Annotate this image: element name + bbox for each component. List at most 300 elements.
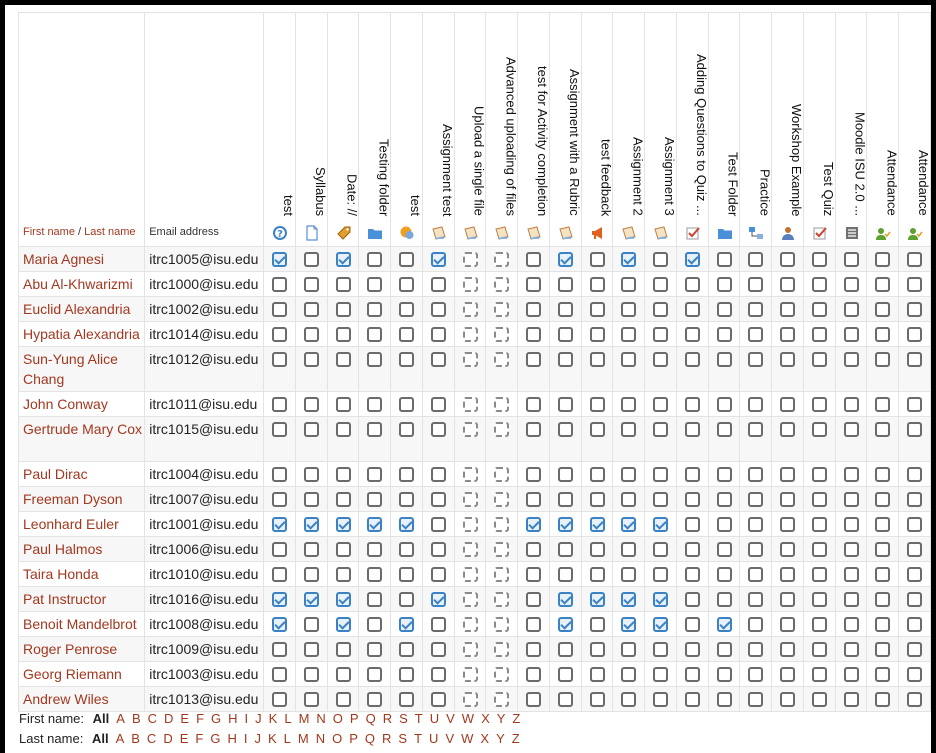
completion-checkbox[interactable] xyxy=(463,252,478,267)
completion-checkbox[interactable] xyxy=(875,517,890,532)
completion-checkbox[interactable] xyxy=(431,467,446,482)
completion-checkbox[interactable] xyxy=(844,692,859,707)
completion-checkbox[interactable] xyxy=(526,327,541,342)
last-name-filter-all[interactable]: All xyxy=(91,731,109,746)
completion-checkbox[interactable] xyxy=(463,397,478,412)
completion-checkbox[interactable] xyxy=(685,422,700,437)
completion-checkbox-checked[interactable] xyxy=(621,517,636,532)
completion-checkbox[interactable] xyxy=(812,592,827,607)
completion-checkbox[interactable] xyxy=(590,302,605,317)
completion-checkbox[interactable] xyxy=(717,492,732,507)
completion-checkbox[interactable] xyxy=(431,302,446,317)
completion-checkbox[interactable] xyxy=(748,542,763,557)
completion-checkbox[interactable] xyxy=(494,617,509,632)
completion-checkbox[interactable] xyxy=(336,667,351,682)
first-name-filter-letter[interactable]: A xyxy=(116,711,125,726)
last-name-filter-letter[interactable]: Z xyxy=(511,731,520,746)
completion-checkbox[interactable] xyxy=(875,592,890,607)
completion-checkbox[interactable] xyxy=(431,617,446,632)
completion-checkbox[interactable] xyxy=(463,667,478,682)
first-name-filter-letter[interactable]: R xyxy=(382,711,393,726)
completion-checkbox[interactable] xyxy=(304,467,319,482)
completion-checkbox[interactable] xyxy=(399,642,414,657)
completion-checkbox-checked[interactable] xyxy=(653,617,668,632)
completion-checkbox[interactable] xyxy=(748,277,763,292)
completion-checkbox[interactable] xyxy=(463,492,478,507)
completion-checkbox[interactable] xyxy=(431,692,446,707)
completion-checkbox[interactable] xyxy=(272,397,287,412)
completion-checkbox[interactable] xyxy=(907,642,922,657)
completion-checkbox[interactable] xyxy=(590,567,605,582)
completion-checkbox[interactable] xyxy=(653,692,668,707)
completion-checkbox[interactable] xyxy=(812,567,827,582)
completion-checkbox[interactable] xyxy=(367,642,382,657)
completion-checkbox[interactable] xyxy=(780,327,795,342)
completion-checkbox-checked[interactable] xyxy=(621,252,636,267)
completion-checkbox[interactable] xyxy=(463,642,478,657)
last-name-filter-letter[interactable]: W xyxy=(461,731,474,746)
activity-label[interactable]: test xyxy=(281,195,297,216)
first-name-filter-letter[interactable]: Z xyxy=(512,711,521,726)
completion-checkbox[interactable] xyxy=(780,617,795,632)
activity-label[interactable]: Test Quiz xyxy=(820,161,836,216)
activity-label[interactable]: Test Folder xyxy=(725,151,741,216)
completion-checkbox[interactable] xyxy=(780,397,795,412)
completion-checkbox[interactable] xyxy=(685,642,700,657)
student-name-link[interactable]: Freeman Dyson xyxy=(23,491,123,507)
first-name-filter-letter[interactable]: Y xyxy=(496,711,506,726)
last-name-filter-letter[interactable]: K xyxy=(267,731,277,746)
completion-checkbox[interactable] xyxy=(431,642,446,657)
first-name-filter-letter[interactable]: L xyxy=(284,711,292,726)
activity-label[interactable]: Adding Questions to Quiz ... xyxy=(693,54,709,216)
activity-label[interactable]: test for Activity completion xyxy=(535,65,551,216)
completion-checkbox[interactable] xyxy=(685,692,700,707)
last-name-filter-letter[interactable]: H xyxy=(227,731,237,746)
completion-checkbox[interactable] xyxy=(494,517,509,532)
completion-checkbox[interactable] xyxy=(399,277,414,292)
completion-checkbox-checked[interactable] xyxy=(367,517,382,532)
completion-checkbox[interactable] xyxy=(558,467,573,482)
completion-checkbox[interactable] xyxy=(526,397,541,412)
completion-checkbox[interactable] xyxy=(621,352,636,367)
student-name-link[interactable]: Leonhard Euler xyxy=(23,516,119,532)
completion-checkbox[interactable] xyxy=(780,667,795,682)
completion-checkbox[interactable] xyxy=(463,692,478,707)
completion-checkbox[interactable] xyxy=(367,492,382,507)
first-name-filter-letter[interactable]: N xyxy=(316,711,326,726)
completion-checkbox[interactable] xyxy=(399,352,414,367)
completion-checkbox[interactable] xyxy=(621,302,636,317)
completion-checkbox[interactable] xyxy=(812,492,827,507)
student-name-link[interactable]: Hypatia Alexandria xyxy=(23,326,140,342)
completion-checkbox-checked[interactable] xyxy=(621,617,636,632)
completion-checkbox-checked[interactable] xyxy=(272,252,287,267)
completion-checkbox[interactable] xyxy=(780,302,795,317)
last-name-filter-letter[interactable]: C xyxy=(146,731,157,746)
completion-checkbox[interactable] xyxy=(653,667,668,682)
completion-checkbox[interactable] xyxy=(875,642,890,657)
completion-checkbox[interactable] xyxy=(748,667,763,682)
completion-checkbox[interactable] xyxy=(748,467,763,482)
completion-checkbox[interactable] xyxy=(621,422,636,437)
completion-checkbox[interactable] xyxy=(717,277,732,292)
completion-checkbox[interactable] xyxy=(717,327,732,342)
completion-checkbox[interactable] xyxy=(780,467,795,482)
completion-checkbox[interactable] xyxy=(590,397,605,412)
completion-checkbox-checked[interactable] xyxy=(558,517,573,532)
completion-checkbox[interactable] xyxy=(780,692,795,707)
completion-checkbox-checked[interactable] xyxy=(399,617,414,632)
completion-checkbox-checked[interactable] xyxy=(621,592,636,607)
completion-checkbox[interactable] xyxy=(367,397,382,412)
first-name-filter-letter[interactable]: E xyxy=(180,711,190,726)
completion-checkbox[interactable] xyxy=(494,492,509,507)
completion-checkbox[interactable] xyxy=(844,327,859,342)
completion-checkbox[interactable] xyxy=(494,397,509,412)
completion-checkbox[interactable] xyxy=(907,542,922,557)
completion-checkbox-checked[interactable] xyxy=(590,592,605,607)
completion-checkbox[interactable] xyxy=(336,542,351,557)
completion-checkbox[interactable] xyxy=(526,542,541,557)
completion-checkbox[interactable] xyxy=(304,277,319,292)
completion-checkbox[interactable] xyxy=(526,352,541,367)
completion-checkbox[interactable] xyxy=(558,352,573,367)
first-name-filter-letter[interactable]: K xyxy=(268,711,278,726)
completion-checkbox[interactable] xyxy=(399,397,414,412)
student-name-link[interactable]: Taira Honda xyxy=(23,566,99,582)
completion-checkbox[interactable] xyxy=(812,667,827,682)
completion-checkbox[interactable] xyxy=(494,692,509,707)
completion-checkbox[interactable] xyxy=(367,327,382,342)
first-name-filter-all[interactable]: All xyxy=(92,711,110,726)
completion-checkbox[interactable] xyxy=(494,277,509,292)
completion-checkbox[interactable] xyxy=(875,542,890,557)
completion-checkbox[interactable] xyxy=(875,617,890,632)
completion-checkbox[interactable] xyxy=(367,617,382,632)
completion-checkbox[interactable] xyxy=(494,302,509,317)
completion-checkbox-checked[interactable] xyxy=(304,517,319,532)
activity-label[interactable]: Attendance xyxy=(884,150,900,216)
student-name-link[interactable]: Georg Riemann xyxy=(23,666,122,682)
completion-checkbox[interactable] xyxy=(463,422,478,437)
completion-checkbox[interactable] xyxy=(431,667,446,682)
completion-checkbox[interactable] xyxy=(685,617,700,632)
completion-checkbox[interactable] xyxy=(907,667,922,682)
completion-checkbox[interactable] xyxy=(717,642,732,657)
completion-checkbox[interactable] xyxy=(780,422,795,437)
last-name-filter-letter[interactable]: I xyxy=(243,731,248,746)
last-name-filter-letter[interactable]: U xyxy=(429,731,439,746)
completion-checkbox[interactable] xyxy=(653,492,668,507)
completion-checkbox[interactable] xyxy=(875,302,890,317)
completion-checkbox[interactable] xyxy=(367,252,382,267)
completion-checkbox[interactable] xyxy=(812,277,827,292)
completion-checkbox[interactable] xyxy=(875,692,890,707)
completion-checkbox[interactable] xyxy=(907,567,922,582)
completion-checkbox[interactable] xyxy=(304,542,319,557)
completion-checkbox[interactable] xyxy=(336,352,351,367)
completion-checkbox[interactable] xyxy=(304,327,319,342)
completion-checkbox[interactable] xyxy=(717,667,732,682)
completion-checkbox[interactable] xyxy=(399,327,414,342)
completion-checkbox[interactable] xyxy=(526,277,541,292)
completion-checkbox[interactable] xyxy=(431,352,446,367)
completion-checkbox[interactable] xyxy=(367,352,382,367)
completion-checkbox[interactable] xyxy=(431,517,446,532)
completion-checkbox[interactable] xyxy=(653,277,668,292)
completion-checkbox[interactable] xyxy=(272,542,287,557)
completion-checkbox[interactable] xyxy=(399,592,414,607)
completion-checkbox[interactable] xyxy=(717,302,732,317)
completion-checkbox[interactable] xyxy=(494,327,509,342)
completion-checkbox[interactable] xyxy=(494,567,509,582)
first-name-filter-letter[interactable]: D xyxy=(164,711,174,726)
first-name-filter-letter[interactable]: J xyxy=(255,711,262,726)
completion-checkbox[interactable] xyxy=(272,667,287,682)
activity-label[interactable]: Testing folder xyxy=(376,138,392,216)
completion-checkbox-checked[interactable] xyxy=(653,592,668,607)
completion-checkbox[interactable] xyxy=(812,642,827,657)
completion-checkbox[interactable] xyxy=(590,617,605,632)
completion-checkbox[interactable] xyxy=(844,467,859,482)
last-name-filter-letter[interactable]: G xyxy=(210,731,221,746)
completion-checkbox[interactable] xyxy=(907,302,922,317)
completion-checkbox[interactable] xyxy=(844,302,859,317)
completion-checkbox[interactable] xyxy=(685,467,700,482)
completion-checkbox[interactable] xyxy=(272,302,287,317)
completion-checkbox[interactable] xyxy=(304,492,319,507)
completion-checkbox[interactable] xyxy=(621,567,636,582)
completion-checkbox-checked[interactable] xyxy=(590,517,605,532)
last-name-filter-letter[interactable]: L xyxy=(283,731,291,746)
completion-checkbox[interactable] xyxy=(367,592,382,607)
completion-checkbox[interactable] xyxy=(590,642,605,657)
completion-checkbox[interactable] xyxy=(812,327,827,342)
completion-checkbox[interactable] xyxy=(748,422,763,437)
completion-checkbox[interactable] xyxy=(399,692,414,707)
completion-checkbox[interactable] xyxy=(780,352,795,367)
completion-checkbox[interactable] xyxy=(844,642,859,657)
completion-checkbox[interactable] xyxy=(336,327,351,342)
completion-checkbox[interactable] xyxy=(875,327,890,342)
completion-checkbox[interactable] xyxy=(558,692,573,707)
completion-checkbox[interactable] xyxy=(717,422,732,437)
completion-checkbox[interactable] xyxy=(399,492,414,507)
last-name-filter-letter[interactable]: O xyxy=(332,731,343,746)
last-name-filter-letter[interactable]: X xyxy=(480,731,490,746)
completion-checkbox[interactable] xyxy=(717,542,732,557)
activity-label[interactable]: Practice xyxy=(757,169,773,216)
activity-label[interactable]: test feedback xyxy=(598,138,614,216)
completion-checkbox[interactable] xyxy=(558,667,573,682)
first-name-filter-letter[interactable]: T xyxy=(414,711,423,726)
activity-label[interactable]: test xyxy=(408,195,424,216)
completion-checkbox[interactable] xyxy=(304,352,319,367)
completion-checkbox[interactable] xyxy=(780,252,795,267)
completion-checkbox[interactable] xyxy=(431,422,446,437)
completion-checkbox[interactable] xyxy=(748,302,763,317)
completion-checkbox[interactable] xyxy=(812,397,827,412)
last-name-filter-letter[interactable]: D xyxy=(163,731,173,746)
completion-checkbox[interactable] xyxy=(463,327,478,342)
completion-checkbox[interactable] xyxy=(494,252,509,267)
completion-checkbox[interactable] xyxy=(304,567,319,582)
last-name-filter-letter[interactable]: P xyxy=(349,731,358,746)
first-name-filter-letter[interactable]: V xyxy=(446,711,455,726)
completion-checkbox[interactable] xyxy=(558,277,573,292)
completion-checkbox[interactable] xyxy=(272,492,287,507)
completion-checkbox[interactable] xyxy=(526,642,541,657)
activity-label[interactable]: Assignment 3 xyxy=(662,137,678,216)
completion-checkbox[interactable] xyxy=(558,422,573,437)
completion-checkbox[interactable] xyxy=(494,642,509,657)
student-name-link[interactable]: Roger Penrose xyxy=(23,641,118,657)
completion-checkbox[interactable] xyxy=(336,422,351,437)
completion-checkbox[interactable] xyxy=(463,567,478,582)
last-name-filter-letter[interactable]: T xyxy=(414,731,423,746)
first-name-filter-letter[interactable]: F xyxy=(196,711,205,726)
completion-checkbox[interactable] xyxy=(558,642,573,657)
completion-checkbox[interactable] xyxy=(748,327,763,342)
completion-checkbox[interactable] xyxy=(685,542,700,557)
student-name-link[interactable]: Euclid Alexandria xyxy=(23,301,131,317)
completion-checkbox[interactable] xyxy=(367,567,382,582)
last-name-filter-letter[interactable]: Y xyxy=(496,731,505,746)
first-name-filter-letter[interactable]: S xyxy=(399,711,408,726)
completion-checkbox-checked[interactable] xyxy=(336,517,351,532)
completion-checkbox[interactable] xyxy=(685,327,700,342)
completion-checkbox[interactable] xyxy=(875,492,890,507)
completion-checkbox[interactable] xyxy=(272,692,287,707)
completion-checkbox[interactable] xyxy=(463,302,478,317)
completion-checkbox[interactable] xyxy=(431,397,446,412)
completion-checkbox[interactable] xyxy=(399,567,414,582)
completion-checkbox[interactable] xyxy=(590,667,605,682)
completion-checkbox[interactable] xyxy=(526,692,541,707)
first-name-filter-letter[interactable]: X xyxy=(481,711,490,726)
completion-checkbox[interactable] xyxy=(748,397,763,412)
completion-checkbox[interactable] xyxy=(875,422,890,437)
completion-checkbox[interactable] xyxy=(526,422,541,437)
first-name-filter-letter[interactable]: G xyxy=(211,711,222,726)
completion-checkbox[interactable] xyxy=(304,617,319,632)
completion-checkbox[interactable] xyxy=(367,422,382,437)
completion-checkbox[interactable] xyxy=(844,277,859,292)
completion-checkbox[interactable] xyxy=(907,592,922,607)
completion-checkbox-checked[interactable] xyxy=(558,617,573,632)
activity-label[interactable]: Workshop Example xyxy=(789,103,805,216)
last-name-filter-letter[interactable]: V xyxy=(445,731,455,746)
completion-checkbox[interactable] xyxy=(812,692,827,707)
activity-label[interactable]: Moodle ISU 2.0 ... xyxy=(852,111,868,216)
student-name-link[interactable]: Benoit Mandelbrot xyxy=(23,616,137,632)
completion-checkbox[interactable] xyxy=(780,542,795,557)
completion-checkbox[interactable] xyxy=(653,327,668,342)
completion-checkbox[interactable] xyxy=(812,467,827,482)
completion-checkbox[interactable] xyxy=(494,667,509,682)
completion-checkbox[interactable] xyxy=(336,567,351,582)
completion-checkbox[interactable] xyxy=(304,667,319,682)
completion-checkbox[interactable] xyxy=(590,277,605,292)
completion-checkbox[interactable] xyxy=(304,692,319,707)
completion-checkbox-checked[interactable] xyxy=(431,592,446,607)
completion-checkbox-checked[interactable] xyxy=(272,517,287,532)
completion-checkbox-checked[interactable] xyxy=(653,517,668,532)
completion-checkbox[interactable] xyxy=(748,567,763,582)
completion-checkbox[interactable] xyxy=(463,592,478,607)
completion-checkbox[interactable] xyxy=(463,277,478,292)
completion-checkbox-checked[interactable] xyxy=(336,252,351,267)
completion-checkbox[interactable] xyxy=(653,252,668,267)
completion-checkbox[interactable] xyxy=(590,542,605,557)
completion-checkbox[interactable] xyxy=(653,302,668,317)
completion-checkbox[interactable] xyxy=(526,667,541,682)
completion-checkbox[interactable] xyxy=(272,327,287,342)
completion-checkbox[interactable] xyxy=(526,252,541,267)
activity-label[interactable]: Advanced uploading of files xyxy=(503,56,519,216)
completion-checkbox[interactable] xyxy=(367,667,382,682)
completion-checkbox-checked[interactable] xyxy=(685,252,700,267)
completion-checkbox[interactable] xyxy=(653,642,668,657)
completion-checkbox[interactable] xyxy=(748,252,763,267)
completion-checkbox[interactable] xyxy=(399,542,414,557)
completion-checkbox[interactable] xyxy=(685,517,700,532)
completion-checkbox[interactable] xyxy=(812,302,827,317)
completion-checkbox[interactable] xyxy=(431,542,446,557)
completion-checkbox[interactable] xyxy=(812,517,827,532)
completion-checkbox[interactable] xyxy=(844,667,859,682)
activity-label[interactable]: Upload a single file xyxy=(471,106,487,216)
first-name-filter-letter[interactable]: W xyxy=(461,711,475,726)
student-name-link[interactable]: John Conway xyxy=(23,396,108,412)
completion-checkbox[interactable] xyxy=(685,592,700,607)
last-name-filter-letter[interactable]: N xyxy=(315,731,326,746)
completion-checkbox[interactable] xyxy=(653,467,668,482)
completion-checkbox[interactable] xyxy=(717,692,732,707)
completion-checkbox[interactable] xyxy=(494,467,509,482)
completion-checkbox[interactable] xyxy=(748,517,763,532)
completion-checkbox[interactable] xyxy=(336,692,351,707)
completion-checkbox[interactable] xyxy=(685,667,700,682)
activity-label[interactable]: Assignment with a Rubric xyxy=(566,69,582,216)
completion-checkbox[interactable] xyxy=(463,467,478,482)
completion-checkbox[interactable] xyxy=(272,567,287,582)
completion-checkbox[interactable] xyxy=(907,467,922,482)
completion-checkbox[interactable] xyxy=(685,397,700,412)
completion-checkbox[interactable] xyxy=(590,692,605,707)
completion-checkbox[interactable] xyxy=(367,542,382,557)
first-name-filter-letter[interactable]: H xyxy=(228,711,238,726)
completion-checkbox[interactable] xyxy=(431,327,446,342)
completion-checkbox[interactable] xyxy=(336,302,351,317)
completion-checkbox[interactable] xyxy=(336,467,351,482)
completion-checkbox[interactable] xyxy=(621,467,636,482)
activity-label[interactable]: Assignment test xyxy=(439,123,455,216)
completion-checkbox[interactable] xyxy=(844,567,859,582)
completion-checkbox[interactable] xyxy=(875,277,890,292)
completion-checkbox[interactable] xyxy=(399,467,414,482)
student-name-link[interactable]: Paul Dirac xyxy=(23,466,88,482)
completion-checkbox[interactable] xyxy=(304,302,319,317)
completion-checkbox[interactable] xyxy=(494,542,509,557)
completion-checkbox[interactable] xyxy=(463,617,478,632)
completion-checkbox[interactable] xyxy=(590,492,605,507)
completion-checkbox[interactable] xyxy=(653,397,668,412)
completion-checkbox[interactable] xyxy=(494,352,509,367)
completion-checkbox[interactable] xyxy=(907,327,922,342)
completion-checkbox-checked[interactable] xyxy=(558,592,573,607)
